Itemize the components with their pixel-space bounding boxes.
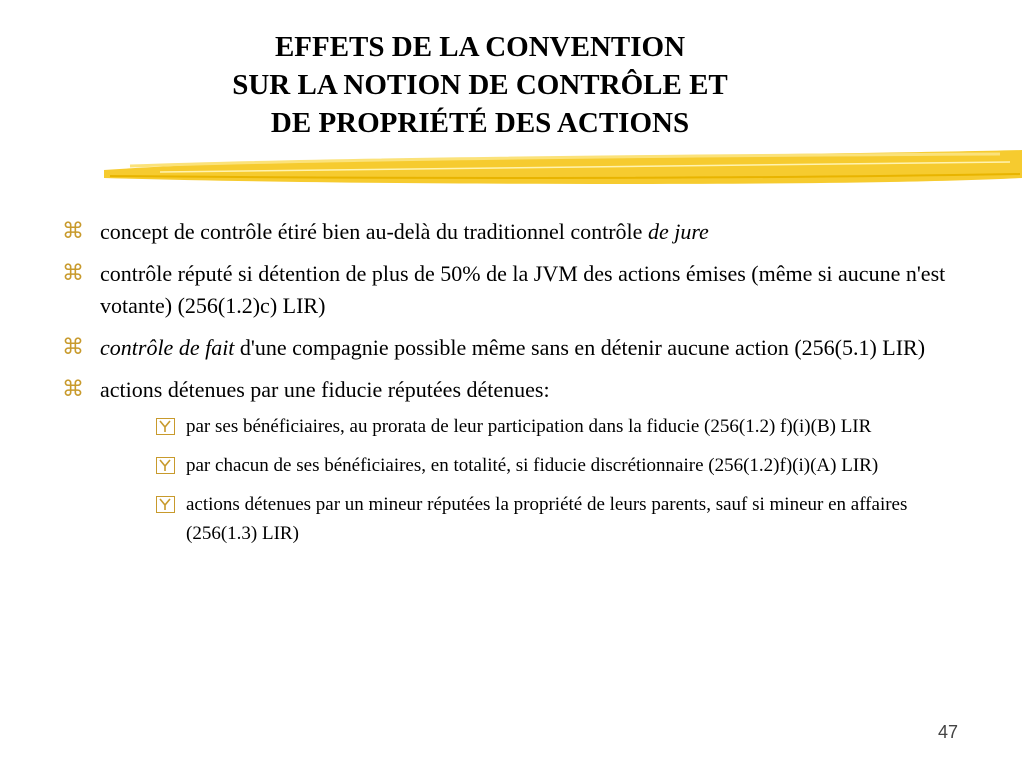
bullet-text: concept de contrôle étiré bien au-delà du traditionnel contrôle (100, 219, 648, 244)
bullet-italic: de jure (647, 219, 709, 244)
sub-bullet-text: par ses bénéficiaires, au prorata de leur participation dans la fiducie (256(1.2) f)(i)(B) LIR (186, 416, 872, 437)
sub-bullet-list (100, 412, 980, 548)
sub-bullet-text: par chacun de ses bénéficiaires, en totalité, si fiducie discrétionnaire (256(1.2)f)(i)(A) LIR) (186, 455, 879, 476)
sub-bullet-item (140, 490, 960, 548)
command-bullet-icon: ⌘ (62, 377, 84, 402)
bullet-text: actions détenues par une fiducie réputées détenues: (100, 377, 550, 402)
yellow-brush-stroke (100, 148, 1024, 190)
bullet-text: d'une compagnie possible même sans en détenir aucune action (256(5.1) LIR) (234, 335, 926, 360)
title-line-3: DE PROPRIÉTÉ DES ACTIONS (270, 107, 690, 139)
bullet-item (60, 332, 980, 364)
slide-title (150, 28, 810, 142)
checkbox-bullet-icon (156, 496, 175, 513)
command-bullet-icon: ⌘ (62, 219, 84, 244)
title-line-1: EFFETS DE LA CONVENTION (274, 31, 686, 63)
command-bullet-icon: ⌘ (62, 261, 84, 286)
bullet-text: contrôle réputé si détention de plus de 50% de la JVM des actions émises (même si aucune n'est votante) (256(1.2)c) LIR) (100, 261, 946, 318)
title-line-2: SUR LA NOTION DE CONTRÔLE ET (232, 69, 728, 101)
sub-bullet-text: actions détenues par un mineur réputées la propriété de leurs parents, sauf si mineur en affaires (256(1.3) LIR) (186, 494, 908, 544)
page-number: 47 (937, 722, 958, 742)
bullet-italic: contrôle de fait (100, 335, 235, 360)
checkbox-bullet-icon (156, 418, 175, 435)
bullet-list (60, 216, 980, 558)
bullet-item (60, 374, 980, 548)
command-bullet-icon: ⌘ (62, 335, 84, 360)
sub-bullet-item (140, 451, 960, 480)
bullet-item (60, 258, 980, 322)
bullet-item (60, 216, 980, 248)
sub-bullet-item (140, 412, 960, 441)
checkbox-bullet-icon (156, 457, 175, 474)
